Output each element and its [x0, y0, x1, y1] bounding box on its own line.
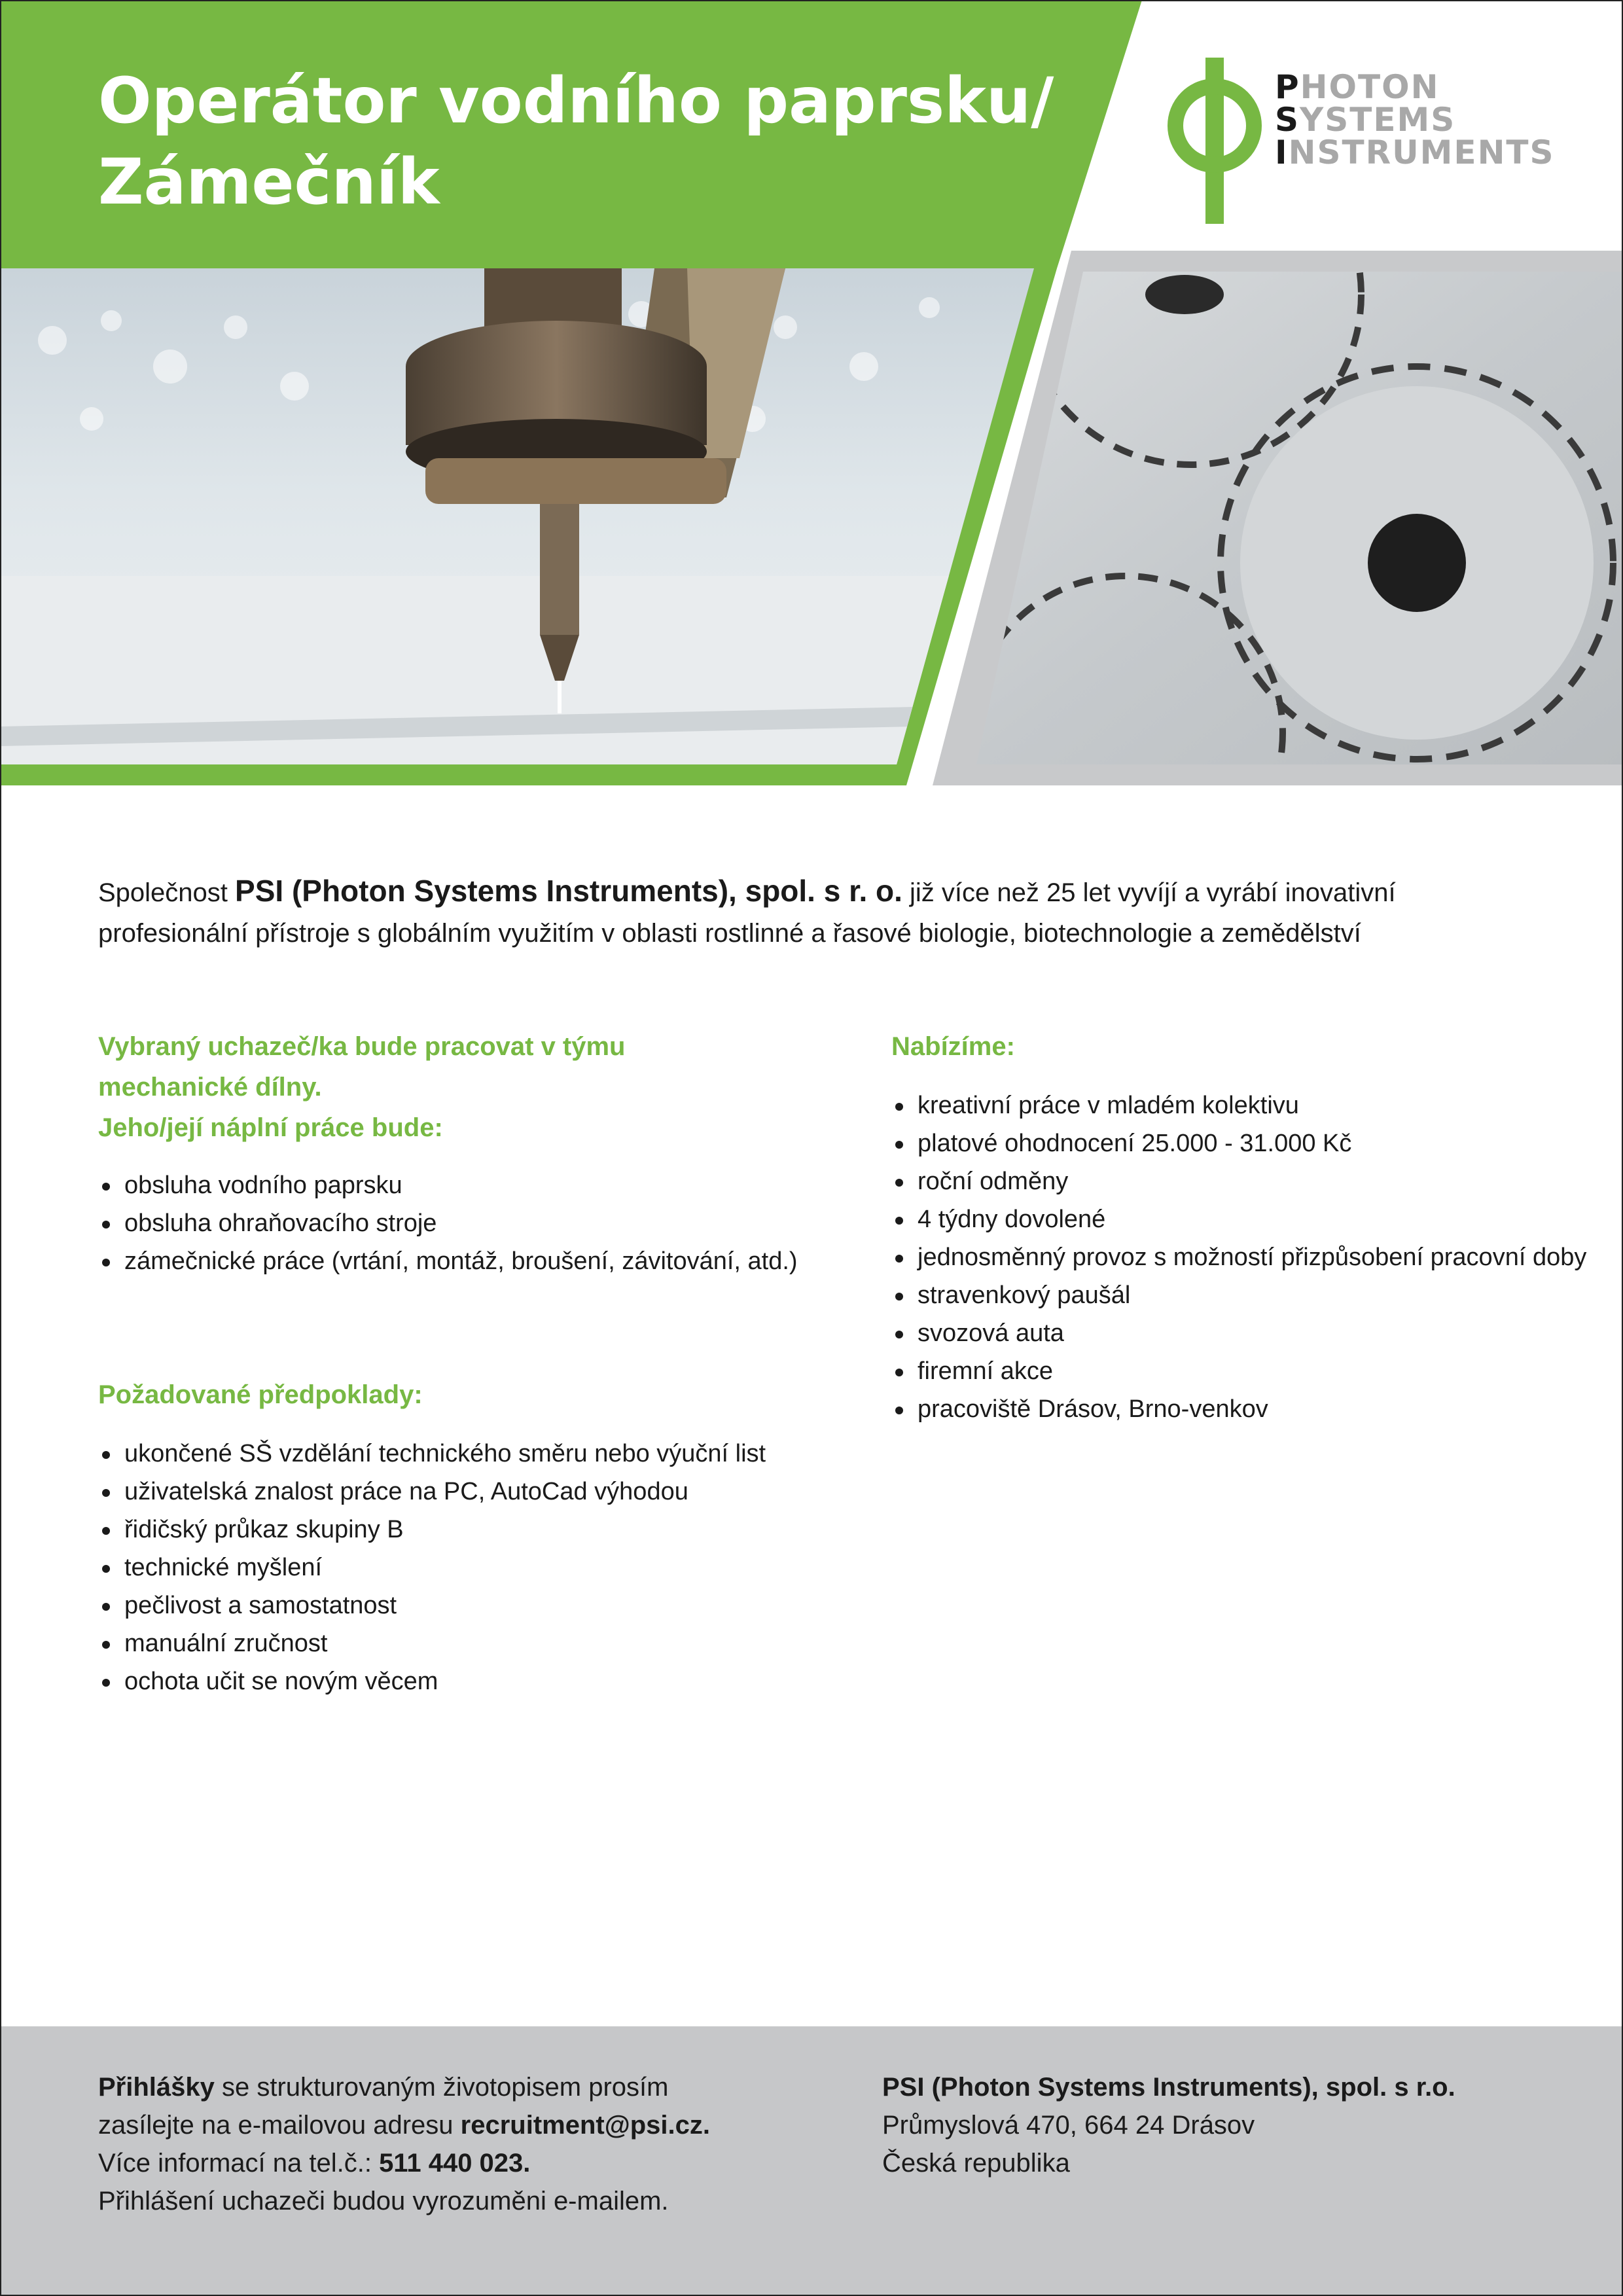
notice-text: Přihlášení uchazeči budou vyrozuměni e-mailem. [98, 2187, 669, 2215]
requirements-section [98, 1374, 818, 1700]
logo-word-systems: YSTEMS [1300, 101, 1456, 139]
offer-list [891, 1086, 1611, 1428]
logo-wordmark [1275, 68, 1555, 171]
email-prefix: zasílejte na e-mailovou adresu [98, 2111, 461, 2140]
logo-initial-i: I [1275, 134, 1289, 171]
list-item: kreativní práce v mladém kolektivu [891, 1086, 1611, 1124]
list-item: řidičský průkaz skupiny B [98, 1511, 818, 1549]
title-line-2: Zámečník [98, 145, 440, 219]
list-item: 4 týdny dovolené [891, 1200, 1611, 1238]
duties-section [98, 1026, 818, 1280]
requirements-heading: Požadované předpoklady: [98, 1380, 423, 1409]
list-item: roční odměny [891, 1162, 1611, 1200]
offer-heading: Nabízíme: [891, 1032, 1015, 1061]
logo-word-instruments: NSTRUMENTS [1288, 134, 1555, 171]
phone-number: 511 440 023. [379, 2149, 531, 2178]
phone-prefix: Více informací na tel.č.: [98, 2149, 380, 2178]
list-item: pracoviště Drásov, Brno-venkov [891, 1390, 1611, 1428]
logo-initial-s: S [1275, 101, 1300, 139]
list-item: obsluha vodního paprsku [98, 1166, 818, 1204]
list-item: platové ohodnocení 25.000 - 31.000 Kč [891, 1124, 1611, 1162]
title-line-1: Operátor vodního paprsku/ [98, 64, 1054, 137]
list-item: stravenkový paušál [891, 1276, 1611, 1314]
waterjet-photo [0, 268, 1047, 772]
list-item: firemní akce [891, 1352, 1611, 1390]
intro-prefix: Společnost [98, 878, 236, 907]
duties-heading-line-1: Vybraný uchazeč/ka bude pracovat v týmu [98, 1032, 626, 1061]
list-item: pečlivost a samostatnost [98, 1587, 818, 1624]
duties-heading [98, 1026, 818, 1148]
list-item: technické myšlení [98, 1549, 818, 1587]
requirements-list [98, 1435, 818, 1700]
list-item: zámečnické práce (vrtání, montáž, broušení, závitování, atd.) [98, 1242, 818, 1280]
offer-section [891, 1026, 1611, 1428]
list-item: ukončené SŠ vzdělání technického směru nebo výuční list [98, 1435, 818, 1473]
duties-heading-line-2: mechanické dílny. [98, 1073, 322, 1102]
list-item: uživatelská znalost práce na PC, AutoCad výhodou [98, 1473, 818, 1511]
intro-paragraph [98, 870, 1538, 954]
company-address [882, 2068, 1537, 2182]
intro-company: PSI (Photon Systems Instruments), spol. s r. o. [235, 874, 902, 908]
list-item: ochota učit se novým věcem [98, 1662, 818, 1700]
apply-text: se strukturovaným životopisem prosím [214, 2073, 669, 2102]
list-item: svozová auta [891, 1314, 1611, 1352]
apply-label: Přihlášky [98, 2073, 215, 2102]
intro-line1-rest: již více než 25 let vyvíjí a vyrábí inovativní [902, 878, 1396, 907]
list-item: jednosměnný provoz s možností přizpůsobení pracovní doby [891, 1238, 1611, 1276]
application-info [98, 2068, 883, 2220]
list-item: obsluha ohraňovacího stroje [98, 1204, 818, 1242]
logo-word-photon: HOTON [1300, 68, 1440, 106]
email-link[interactable]: recruitment@psi.cz. [460, 2111, 710, 2140]
logo-initial-p: P [1275, 68, 1300, 106]
footer-country: Česká republika [882, 2149, 1070, 2178]
duties-heading-line-3: Jeho/její náplní práce bude: [98, 1113, 443, 1142]
duties-list [98, 1166, 818, 1280]
intro-line-2: profesionální přístroje s globálním využitím v oblasti rostlinné a řasové biologie, biotechnologie a zemědělství [98, 919, 1361, 948]
footer-address: Průmyslová 470, 664 24 Drásov [882, 2111, 1255, 2140]
page-title [98, 60, 1080, 223]
footer-company: PSI (Photon Systems Instruments), spol. s r.o. [882, 2073, 1455, 2102]
list-item: manuální zručnost [98, 1624, 818, 1662]
